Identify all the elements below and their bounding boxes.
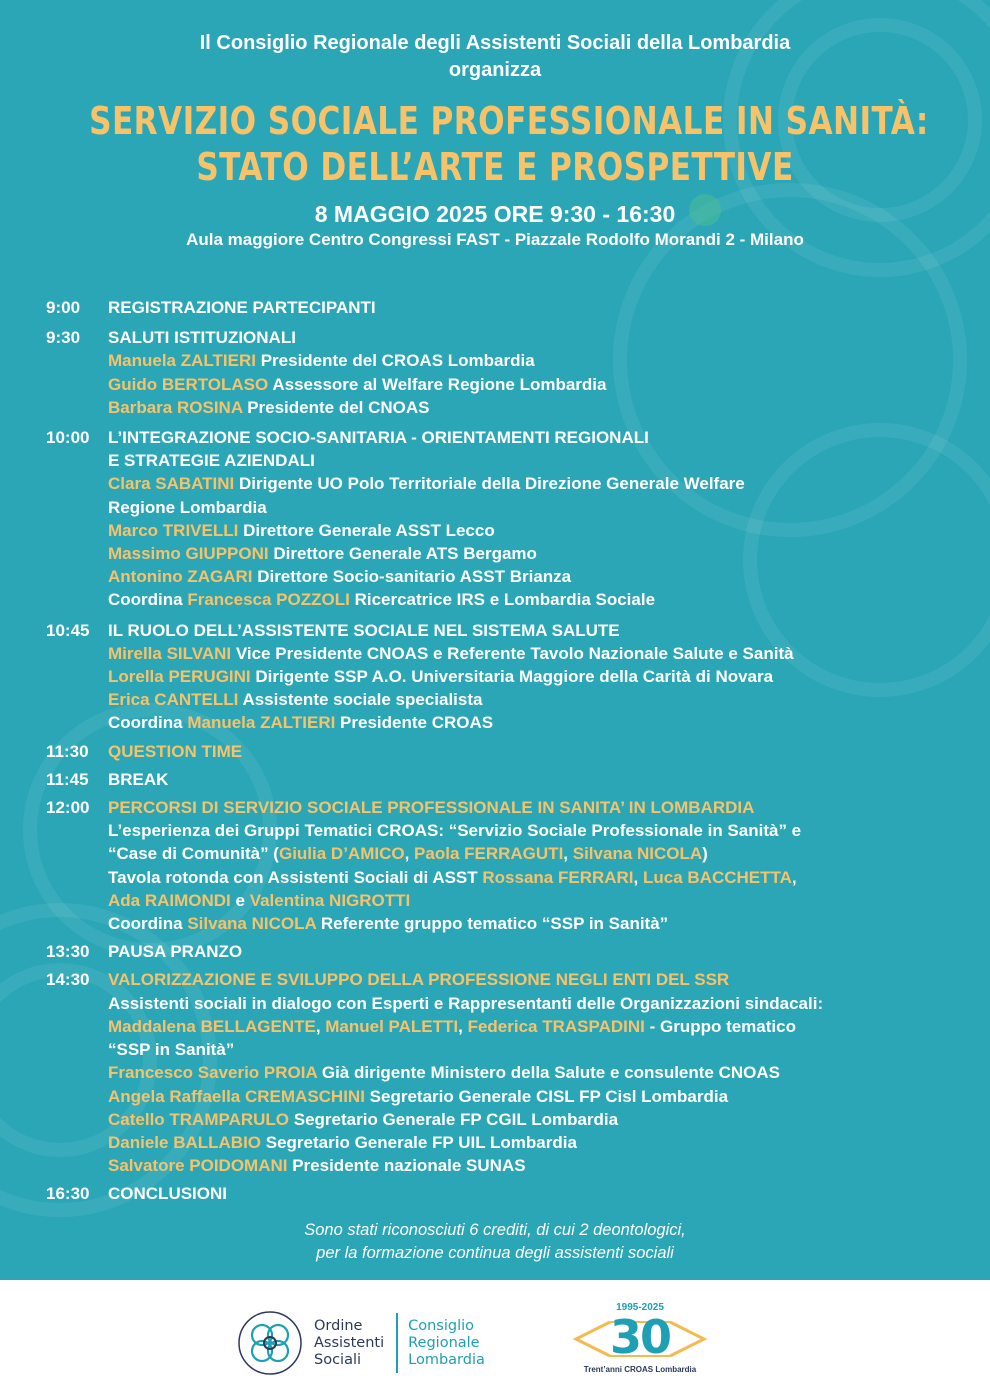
logo-divider	[396, 1313, 398, 1373]
header	[0, 30, 990, 252]
slot-title-continued: E STRATEGIE AZIENDALI	[108, 451, 315, 471]
speaker-role: Vice Presidente CNOAS e Referente Tavolo Nazionale Salute e Sanità	[231, 643, 794, 663]
speaker-name: Manuel PALETTI	[325, 1016, 459, 1036]
chair-line	[108, 588, 966, 611]
speaker-role: Presidente del CNOAS	[242, 397, 430, 417]
speaker-role: Direttore Generale ATS Bergamo	[268, 544, 537, 564]
speaker-name: Barbara ROSINA	[108, 397, 243, 417]
paths-line-1: L’esperienza dei Gruppi Tematici CROAS: “Servizio Sociale Professionale in Sanità” e	[108, 821, 802, 841]
slot-time: 11:45	[46, 769, 89, 789]
speaker-name: Maddalena BELLAGENTE	[108, 1016, 316, 1036]
group-tail: - Gruppo tematico	[644, 1016, 796, 1036]
slot-title: REGISTRAZIONE PARTECIPANTI	[108, 298, 376, 317]
speaker-name: Valentina NIGROTTI	[249, 890, 411, 910]
speaker-line	[108, 349, 966, 372]
credits-note	[0, 1219, 990, 1265]
speaker-line	[108, 1061, 966, 1084]
slot-lunch	[46, 940, 966, 963]
credits-line-2: per la formazione continua degli assistenti sociali	[316, 1244, 674, 1262]
order-name	[314, 1318, 384, 1369]
slot-time: 10:00	[46, 428, 90, 448]
chair-role: Referente gruppo tematico “SSP in Sanità”	[316, 914, 669, 934]
event-date: 8 MAGGIO 2025 ORE 9:30 - 16:30	[314, 201, 676, 227]
chair-name: Silvana NICOLA	[187, 914, 317, 934]
slot-time: 10:45	[46, 620, 90, 640]
speaker-role: Direttore Generale ASST Lecco	[238, 520, 495, 540]
anniversary-number: 30	[609, 1310, 670, 1364]
slot-conclusion	[46, 1182, 966, 1205]
slot-welcome	[46, 326, 966, 419]
slot-time: 9:00	[46, 298, 81, 317]
speaker-name: Catello TRAMPARULO	[108, 1109, 290, 1129]
speaker-line	[108, 1131, 966, 1154]
speaker-role: Già dirigente Ministero della Salute e consulente CNOAS	[317, 1063, 781, 1083]
speaker-line	[108, 665, 966, 688]
speaker-role-continued: Regione Lombardia	[108, 497, 267, 517]
title-line-2: STATO DELL’ARTE E PROSPETTIVE	[196, 145, 794, 189]
speaker-line	[108, 373, 966, 396]
slot-time: 11:30	[46, 741, 89, 761]
slot-title: SALUTI ISTITUZIONALI	[108, 328, 296, 348]
credits-line-1: Sono stati riconosciuti 6 crediti, di cui 2 deontologici,	[304, 1221, 686, 1239]
speaker-line	[108, 642, 966, 665]
speaker-role: Dirigente SSP A.O. Universitaria Maggiore della Carità di Novara	[250, 667, 774, 687]
paths-line-3: Tavola rotonda con Assistenti Sociali di ASST Rossana FERRARI, Luca BACCHETTA,	[108, 867, 797, 887]
speaker-name: Angela Raffaella CREMASCHINI	[108, 1086, 365, 1106]
slot-title: PAUSA PRANZO	[108, 942, 243, 962]
anniversary-caption: Trent’anni CROAS Lombardia	[583, 1365, 697, 1374]
order-logo	[236, 1308, 485, 1378]
order-name-line: Ordine	[314, 1317, 363, 1334]
speaker-name: Giulia D’AMICO	[278, 844, 405, 864]
slot-title: VALORIZZAZIONE E SVILUPPO DELLA PROFESSIONE NEGLI ENTI DEL SSR	[108, 970, 730, 990]
slot-title: IL RUOLO DELL’ASSISTENTE SOCIALE NEL SISTEMA SALUTE	[108, 620, 620, 640]
group-line: Maddalena BELLAGENTE, Manuel PALETTI, Federica TRASPADINI - Gruppo tematico	[108, 1016, 796, 1036]
event-title	[89, 98, 929, 190]
slot-role	[46, 619, 966, 735]
speaker-role: Dirigente UO Polo Territoriale della Direzione Generale Welfare	[234, 474, 745, 494]
speaker-name: Federica TRASPADINI	[467, 1016, 645, 1036]
speaker-name: Rossana FERRARI	[482, 867, 634, 887]
speaker-line	[108, 519, 966, 542]
council-name	[408, 1318, 485, 1369]
chair-line	[108, 912, 966, 935]
anniversary-years: 1995-2025	[616, 1302, 664, 1313]
speaker-name: Ada RAIMONDI	[108, 890, 231, 910]
chair-name: Manuela ZALTIERI	[187, 713, 336, 733]
paths-text: “Case di Comunità” (	[108, 844, 279, 864]
speaker-line	[108, 472, 966, 495]
speaker-role: Segretario Generale FP UIL Lombardia	[261, 1132, 577, 1152]
speaker-name: Antonino ZAGARI	[108, 567, 253, 587]
slot-paths	[46, 796, 966, 935]
slot-integration	[46, 426, 966, 612]
council-name-line: Regionale	[408, 1334, 480, 1351]
order-name-line: Sociali	[314, 1351, 362, 1368]
speaker-line	[108, 396, 966, 419]
speaker-name: Clara SABATINI	[108, 474, 235, 494]
council-name-line: Consiglio	[408, 1317, 475, 1334]
speaker-role: Assessore al Welfare Regione Lombardia	[268, 374, 607, 394]
order-name-line: Assistenti	[314, 1334, 385, 1351]
speaker-role: Presidente del CROAS Lombardia	[255, 351, 535, 371]
paths-text: e	[230, 890, 250, 910]
chair-role: Presidente CROAS	[335, 713, 494, 733]
speaker-line	[108, 1108, 966, 1131]
speaker-name: Lorella PERUGINI	[108, 667, 251, 687]
slot-title: PERCORSI DI SERVIZIO SOCIALE PROFESSIONALE IN SANITA’ IN LOMBARDIA	[108, 798, 755, 818]
speaker-role: Assistente sociale specialista	[238, 690, 483, 710]
speaker-name: Francesco Saverio PROIA	[108, 1063, 318, 1083]
speaker-name: Silvana NICOLA	[572, 844, 703, 864]
slot-title: CONCLUSIONI	[108, 1184, 227, 1204]
slot-question-time	[46, 740, 966, 763]
slot-time: 12:00	[46, 798, 90, 818]
speaker-line	[108, 565, 966, 588]
speaker-line	[108, 1154, 966, 1177]
speaker-name: Daniele BALLABIO	[108, 1132, 262, 1152]
paths-line-4	[108, 889, 966, 912]
speaker-name: Guido BERTOLASO	[108, 374, 269, 394]
chair-role: Ricercatrice IRS e Lombardia Sociale	[349, 590, 656, 610]
valor-intro: Assistenti sociali in dialogo con Esperti e Rappresentanti delle Organizzazioni sindacali:	[108, 993, 824, 1013]
speaker-line	[108, 688, 966, 711]
paths-line-2: “Case di Comunità” (Giulia D’AMICO, Paola FERRAGUTI, Silvana NICOLA)	[108, 844, 708, 864]
paths-text: Tavola rotonda con Assistenti Sociali di ASST	[108, 867, 483, 887]
slot-title: L’INTEGRAZIONE SOCIO-SANITARIA - ORIENTAMENTI REGIONALI	[108, 428, 649, 448]
speaker-role: Segretario Generale CISL FP Cisl Lombardia	[364, 1086, 729, 1106]
slot-time: 9:30	[46, 328, 81, 348]
speaker-role: Direttore Socio-sanitario ASST Brianza	[252, 567, 572, 587]
slot-valorization	[46, 968, 966, 1177]
speaker-role: Segretario Generale FP CGIL Lombardia	[289, 1109, 619, 1129]
group-tail-continued: “SSP in Sanità”	[108, 1040, 235, 1060]
slot-time: 16:30	[46, 1184, 90, 1204]
speaker-name: Mirella SILVANI	[108, 643, 232, 663]
speaker-name: Luca BACCHETTA	[642, 867, 792, 887]
speaker-name: Erica CANTELLI	[108, 690, 239, 710]
slot-registration	[46, 296, 966, 319]
knot-logo-icon	[236, 1309, 304, 1377]
slot-title: QUESTION TIME	[108, 741, 243, 761]
chair-prefix: Coordina	[108, 590, 188, 610]
speaker-name: Massimo GIUPPONI	[108, 544, 269, 564]
slot-title: BREAK	[108, 769, 169, 789]
chair-name: Francesca POZZOLI	[187, 590, 350, 610]
slot-break	[46, 768, 966, 791]
organizer-line: Il Consiglio Regionale degli Assistenti Sociali della Lombardia	[199, 32, 791, 54]
speaker-name: Manuela ZALTIERI	[108, 351, 256, 371]
paths-text: )	[702, 844, 708, 864]
speaker-role: Presidente nazionale SUNAS	[287, 1156, 526, 1176]
chair-prefix: Coordina	[108, 914, 188, 934]
chair-line	[108, 711, 966, 734]
council-name-line: Lombardia	[408, 1351, 485, 1368]
chair-prefix: Coordina	[108, 713, 188, 733]
speaker-name: Paola FERRAGUTI	[414, 844, 564, 864]
program	[46, 296, 966, 1206]
event-venue: Aula maggiore Centro Congressi FAST - Piazzale Rodolfo Morandi 2 - Milano	[186, 230, 804, 249]
speaker-name: Marco TRIVELLI	[108, 520, 239, 540]
speaker-line	[108, 542, 966, 565]
footer	[0, 1280, 990, 1400]
anniversary-mark	[570, 1310, 710, 1364]
title-line-1: SERVIZIO SOCIALE PROFESSIONALE IN SANITÀ:	[89, 99, 929, 143]
anniversary-logo	[570, 1302, 710, 1382]
slot-time: 13:30	[46, 942, 90, 962]
organizza-line: organizza	[448, 59, 542, 81]
slot-time: 14:30	[46, 970, 90, 990]
speaker-line	[108, 1085, 966, 1108]
speaker-name: Salvatore POIDOMANI	[108, 1156, 288, 1176]
